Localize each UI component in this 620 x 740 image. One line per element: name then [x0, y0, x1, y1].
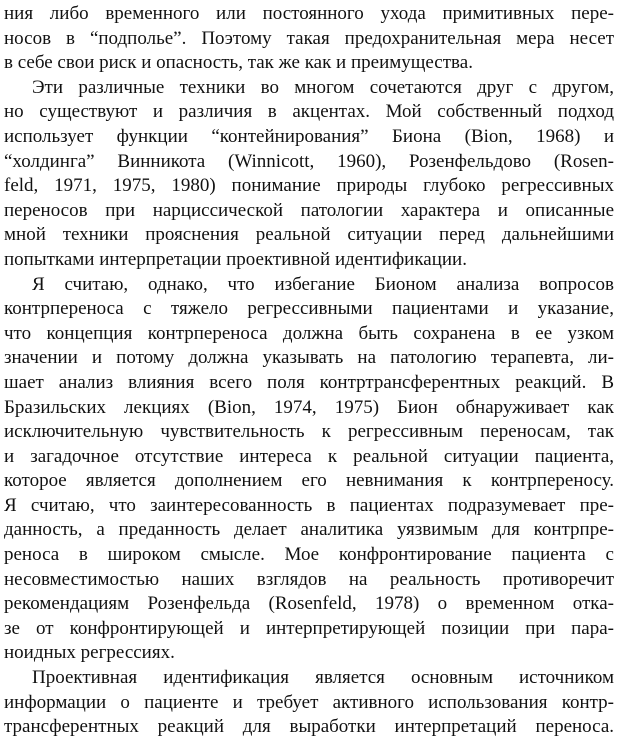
paragraph-1: [4, 2, 614, 76]
text-line: значении и потому должна указывать на патологию терапевта, ли-: [4, 347, 614, 369]
text-line: рекомендациям Розенфельда (Rosenfeld, 1978) о временном отка-: [4, 593, 614, 615]
text-line: реноса в широком смысле. Мое конфронтирование пациента с: [4, 544, 614, 566]
paragraph-4: [4, 666, 614, 740]
text-line: данность, а преданность делает аналитика уязвимым для контрпре-: [4, 519, 614, 541]
text-line: переносов при нарциссической патологии характера и описанные: [4, 199, 614, 221]
text-line: “холдинга” Винникота (Winnicott, 1960), Розенфельдово (Rosen-: [4, 150, 614, 172]
text-line: Проективная идентификация является основным источником: [32, 667, 614, 689]
text-line: которое является дополнением его невнимания к контрпереносу.: [4, 470, 614, 492]
text-line: ния либо временного или постоянного ухода примитивных пере-: [4, 3, 614, 24]
text-line: исключительную чувствительность к регрессивным переносам, так: [4, 421, 614, 443]
text-line: использует функции “контейнирования” Биона (Bion, 1968) и: [4, 125, 614, 147]
text-line: информации о пациенте и требует активного использования контр-: [4, 691, 614, 713]
text-line: мной техники прояснения реальной ситуации перед дальнейшими: [4, 224, 614, 246]
text-line: трансферентных реакций для выработки интерпретаций переноса.: [4, 716, 614, 738]
text-line: в себе свои риск и опасность, так же как и преимущества.: [4, 52, 473, 74]
text-line: что концепция контрпереноса должна быть сохранена в ее узком: [4, 322, 614, 344]
text-line: и загадочное отсутствие интереса к реальной ситуации пациента,: [4, 445, 614, 467]
text-line: контрпереноса с тяжело регрессивными пациентами и указание,: [4, 298, 614, 320]
text-line: Бразильских лекциях (Bion, 1974, 1975) Бион обнаруживает как: [4, 396, 614, 418]
text-line: Я считаю, что заинтересованность в пациентах подразумевает пре-: [4, 494, 614, 516]
text-line: но существуют и различия в акцентах. Мой собственный подход: [4, 101, 614, 123]
text-line: зе от конфронтирующей и интерпретирующей позиции при пара-: [4, 617, 614, 639]
text-line: Я считаю, однако, что избегание Бионом анализа вопросов: [32, 273, 614, 295]
text-line: feld, 1971, 1975, 1980) понимание природы глубоко регрессивных: [4, 175, 614, 197]
text-line: ноидных регрессиях.: [4, 642, 175, 664]
text-line: несовместимостью наших взглядов на реальность противоречит: [4, 568, 614, 590]
text-line: Эти различные техники во многом сочетаются друг с другом,: [32, 76, 614, 98]
paragraph-3: [4, 273, 614, 667]
text-line: попытками интерпретации проективной идентификации.: [4, 248, 467, 270]
paragraph-2: [4, 76, 614, 273]
text-line: носов в “подполье”. Поэтому такая предохранительная мера несет: [4, 27, 614, 49]
text-line: шает анализ влияния всего поля контртрансферентных реакций. В: [4, 371, 614, 393]
